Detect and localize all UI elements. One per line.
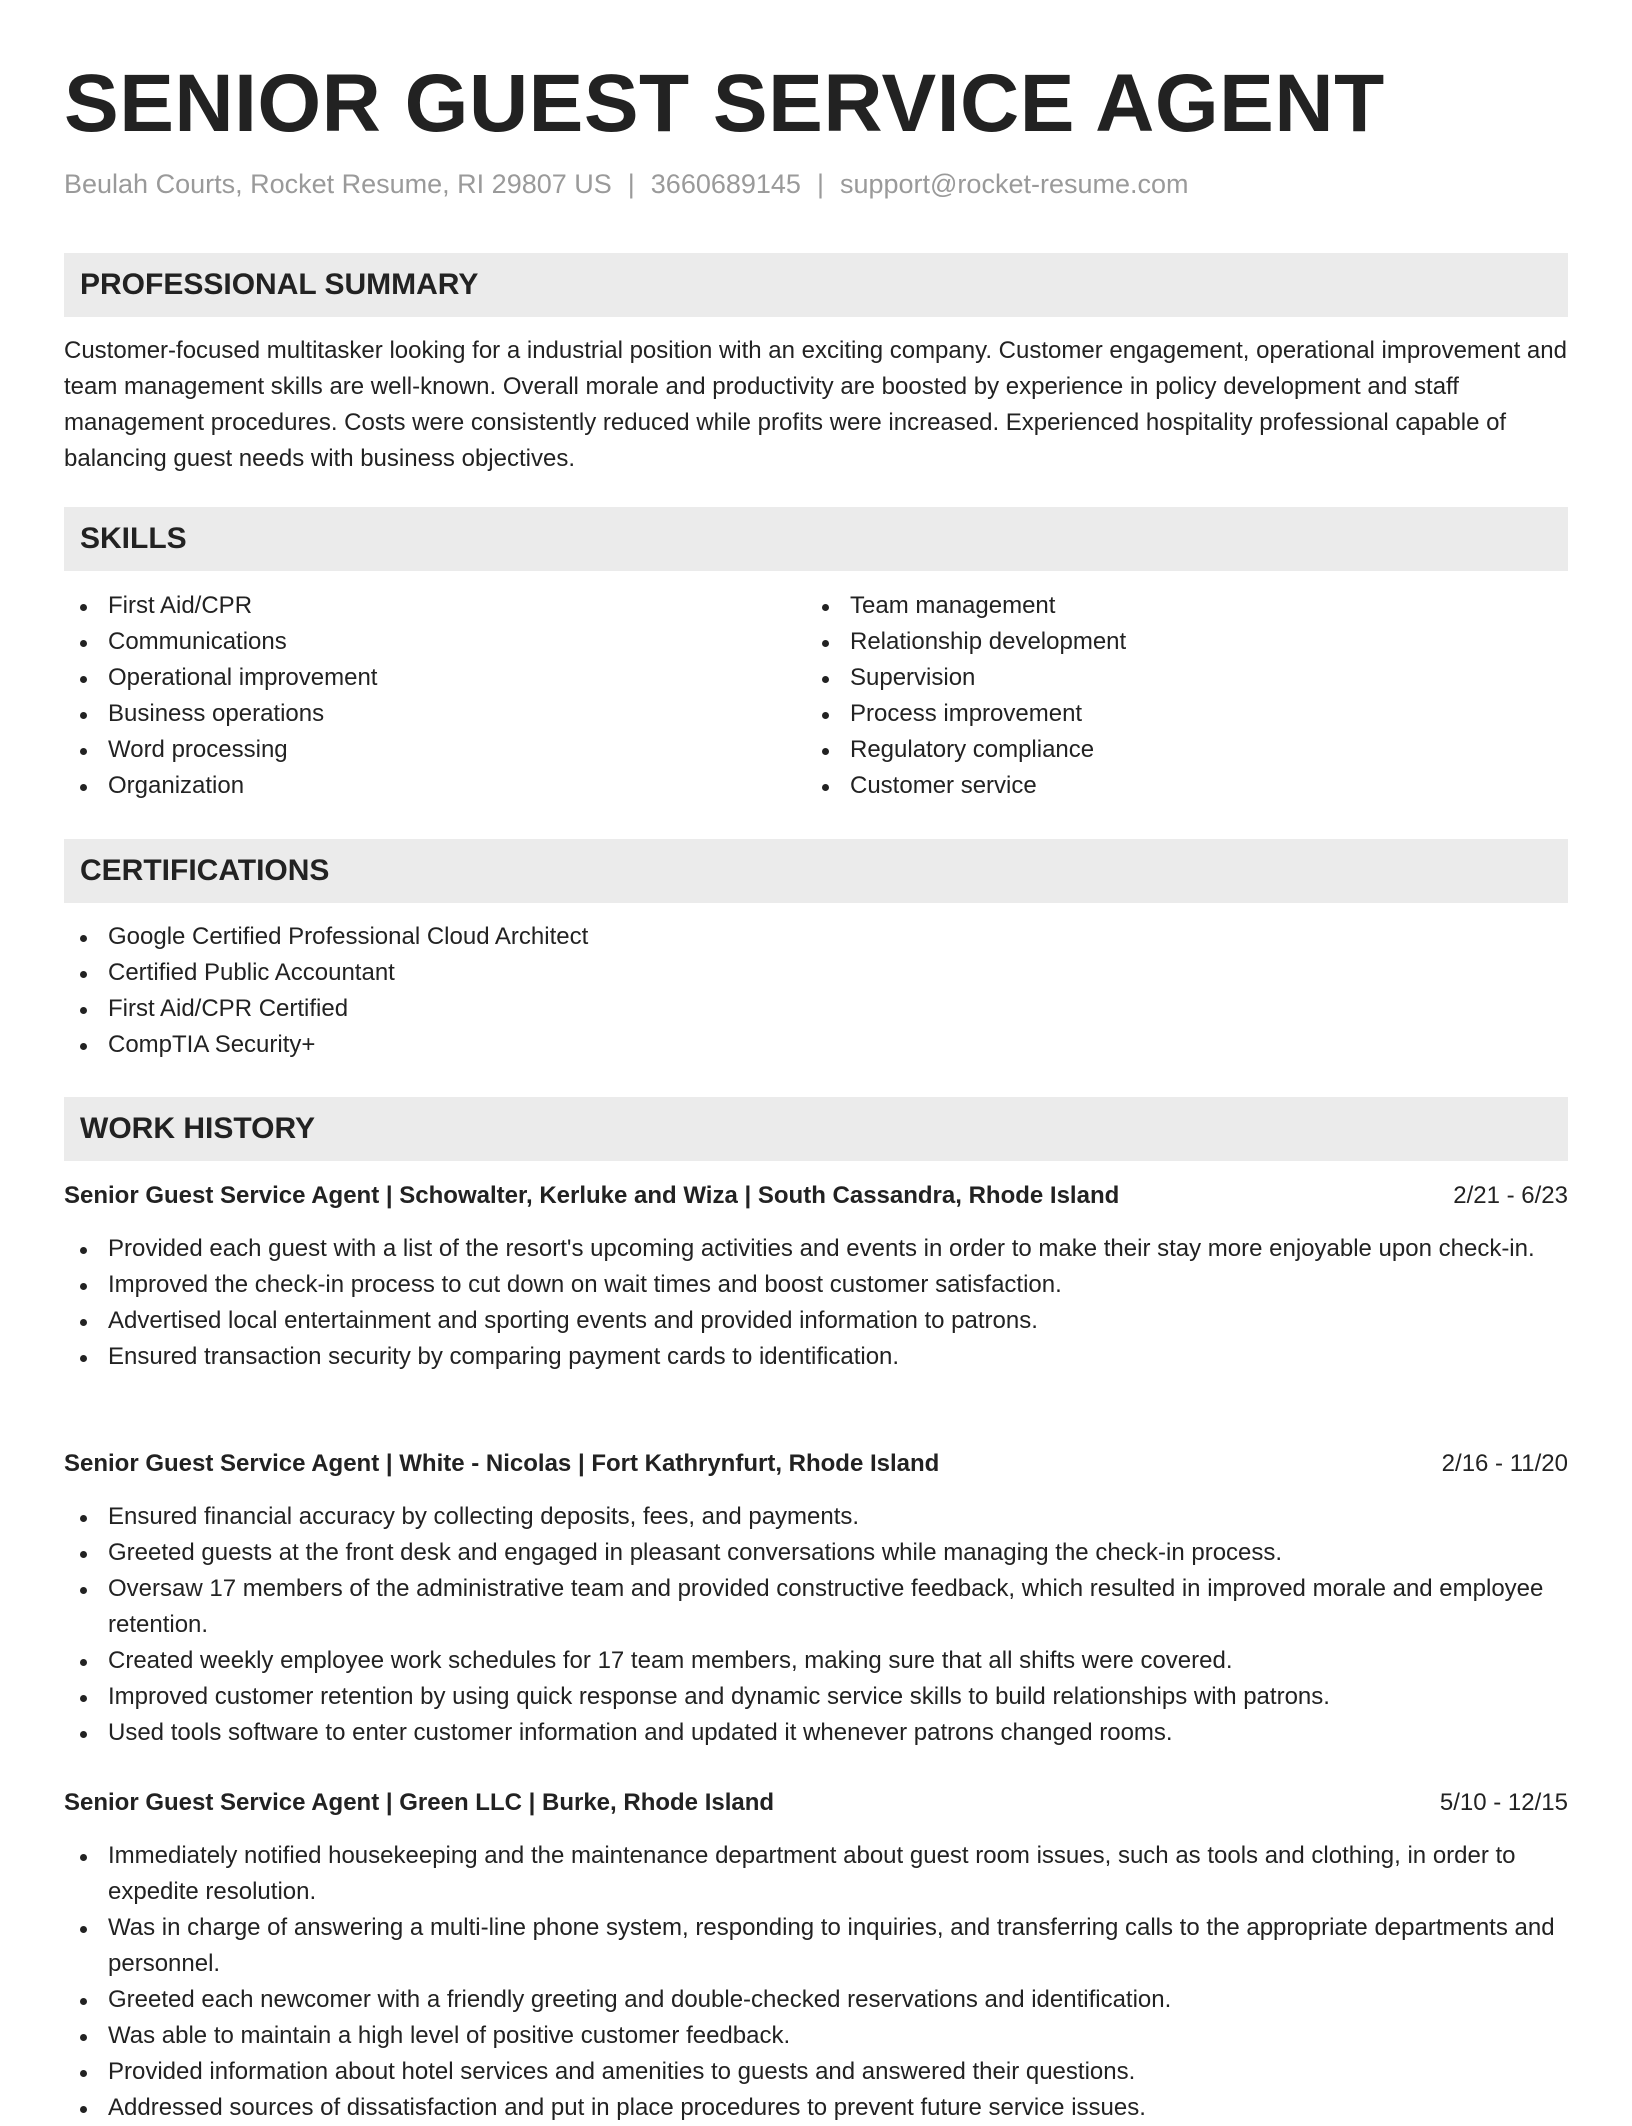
job-bullet: Oversaw 17 members of the administrative team and provided constructive feedback, which resulted in improved morale and employee retention. — [64, 1571, 1568, 1643]
job-bullets — [64, 1838, 1568, 2126]
job-bullet: Used tools software to enter customer information and updated it whenever patrons changed rooms. — [64, 1715, 1568, 1751]
certifications-heading: CERTIFICATIONS — [80, 854, 330, 887]
contact-phone: 3660689145 — [650, 169, 801, 199]
job-bullet: Provided each guest with a list of the resort's upcoming activities and events in order to make their stay more enjoyable upon check-in. — [64, 1231, 1568, 1267]
contact-line — [64, 166, 1189, 202]
job-bullet: Ensured financial accuracy by collecting deposits, fees, and payments. — [64, 1499, 1568, 1535]
job-bullet: Improved customer retention by using quick response and dynamic service skills to build relationships with patrons. — [64, 1679, 1568, 1715]
summary-heading: PROFESSIONAL SUMMARY — [80, 268, 479, 301]
skill-item: Process improvement — [806, 696, 1546, 732]
job-bullet: Ensured transaction security by comparing payment cards to identification. — [64, 1339, 1568, 1375]
skill-item: Business operations — [64, 696, 804, 732]
certification-item: Certified Public Accountant — [64, 955, 1568, 991]
job-bullet: Addressed sources of dissatisfaction and put in place procedures to prevent future service issues. — [64, 2090, 1568, 2126]
job-bullet: Greeted guests at the front desk and engaged in pleasant conversations while managing the check-in process. — [64, 1535, 1568, 1571]
job-bullet: Greeted each newcomer with a friendly greeting and double-checked reservations and identification. — [64, 1982, 1568, 2018]
job-bullet: Was able to maintain a high level of positive customer feedback. — [64, 2018, 1568, 2054]
summary-section-header — [64, 253, 1568, 317]
job-dates: 5/10 - 12/15 — [1439, 1789, 1568, 1816]
contact-address: Beulah Courts, Rocket Resume, RI 29807 US — [64, 169, 612, 199]
certification-item: Google Certified Professional Cloud Architect — [64, 919, 1568, 955]
contact-email: support@rocket-resume.com — [839, 169, 1189, 199]
work-history-section-header — [64, 1097, 1568, 1161]
job-dates: 2/21 - 6/23 — [1453, 1182, 1568, 1209]
skill-item: Communications — [64, 624, 804, 660]
job-title: Senior Guest Service Agent | Green LLC | Burke, Rhode Island — [64, 1789, 775, 1816]
job-bullet: Was in charge of answering a multi-line phone system, responding to inquiries, and transferring calls to the appropriate departments and personnel. — [64, 1910, 1568, 1982]
skills-heading: SKILLS — [80, 522, 187, 555]
job-title: Senior Guest Service Agent | Schowalter, Kerluke and Wiza | South Cassandra, Rhode Island — [64, 1182, 1120, 1209]
skill-item: Relationship development — [806, 624, 1546, 660]
skill-item: First Aid/CPR — [64, 588, 804, 624]
job-bullets — [64, 1231, 1568, 1375]
job-title: Senior Guest Service Agent | White - Nicolas | Fort Kathrynfurt, Rhode Island — [64, 1450, 940, 1477]
job-bullets — [64, 1499, 1568, 1751]
skill-item: Team management — [806, 588, 1546, 624]
contact-separator: | — [627, 169, 635, 199]
skill-item: Supervision — [806, 660, 1546, 696]
skill-item: Regulatory compliance — [806, 732, 1546, 768]
work-history-heading: WORK HISTORY — [80, 1112, 316, 1145]
skill-item: Operational improvement — [64, 660, 804, 696]
certifications-section-header — [64, 839, 1568, 903]
candidate-name: SENIOR GUEST SERVICE AGENT — [64, 58, 1385, 149]
job-bullet: Immediately notified housekeeping and the maintenance department about guest room issues, such as tools and clothing, in order to expedite resolution. — [64, 1838, 1568, 1910]
skill-item: Word processing — [64, 732, 804, 768]
skills-list-right — [806, 588, 1546, 804]
skills-section-header — [64, 507, 1568, 571]
job-bullet: Created weekly employee work schedules for 17 team members, making sure that all shifts were covered. — [64, 1643, 1568, 1679]
skill-item: Organization — [64, 768, 804, 804]
job-bullet: Advertised local entertainment and sporting events and provided information to patrons. — [64, 1303, 1568, 1339]
certifications-list — [64, 919, 1568, 1063]
summary-text: Customer-focused multitasker looking for a industrial position with an exciting company. Customer engagement, operational improvement and team management skills are well-known. Overall morale and productivity are boosted by experience in policy development and staff management procedures. Costs were consistently reduced while profits were increased. Experienced hospitality professional capable of balancing guest needs with business objectives. — [64, 337, 1567, 472]
contact-separator: | — [816, 169, 824, 199]
job-bullet: Provided information about hotel services and amenities to guests and answered their questions. — [64, 2054, 1568, 2090]
job-bullet: Improved the check-in process to cut down on wait times and boost customer satisfaction. — [64, 1267, 1568, 1303]
skill-item: Customer service — [806, 768, 1546, 804]
job-dates: 2/16 - 11/20 — [1441, 1450, 1568, 1477]
certification-item: First Aid/CPR Certified — [64, 991, 1568, 1027]
certification-item: CompTIA Security+ — [64, 1027, 1568, 1063]
skills-list-left — [64, 588, 804, 804]
